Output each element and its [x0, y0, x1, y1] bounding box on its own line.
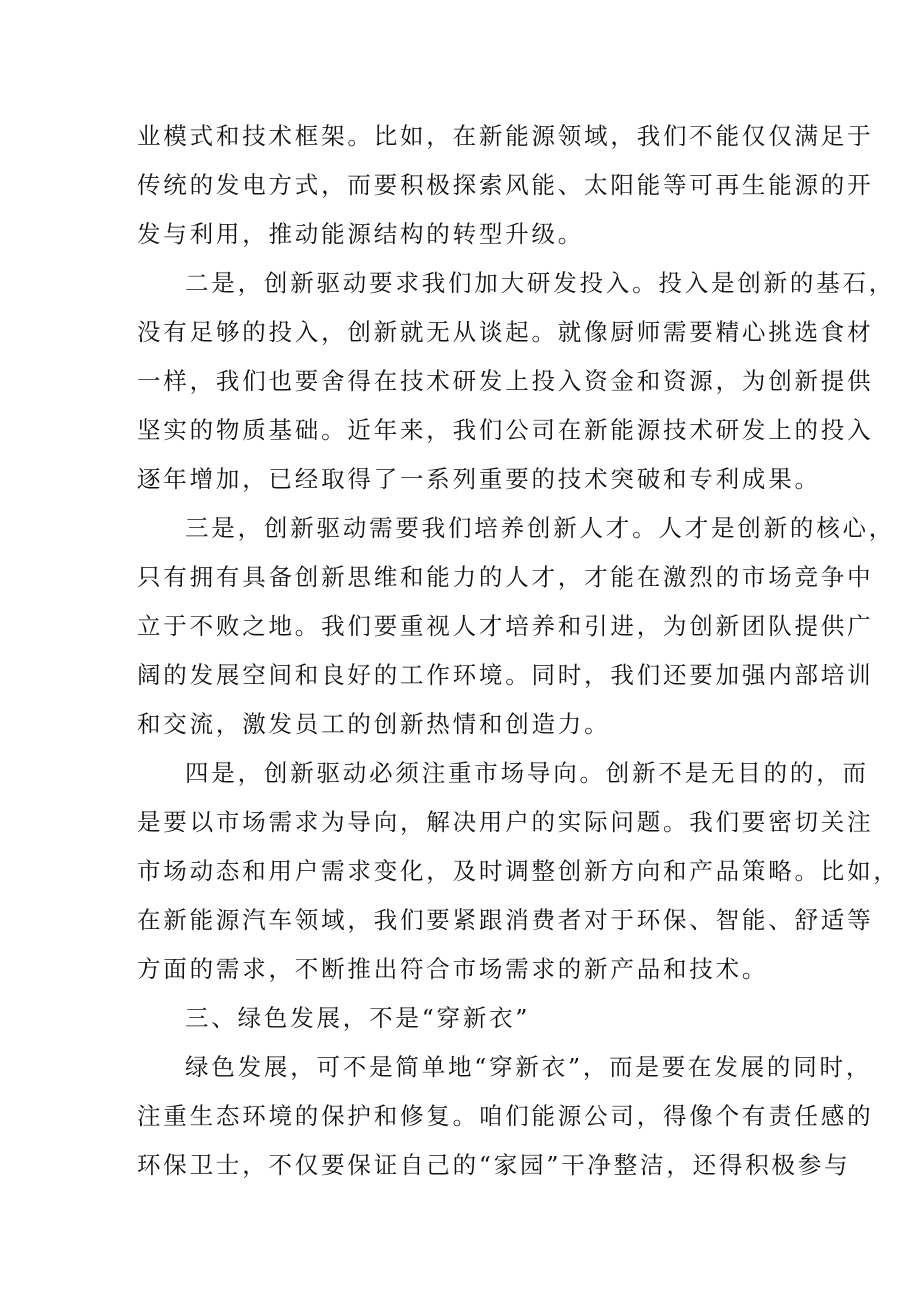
text-line: 方面的需求，不断推出符合市场需求的新产品和技术。 — [137, 955, 769, 983]
paragraph-first-line: 绿色发展，可不是简单地“穿新衣”，而是要在发展的同时， — [185, 1053, 873, 1081]
text-line: 发与利用，推动能源结构的转型升级。 — [137, 220, 585, 248]
text-line: 立于不败之地。我们要重视人才培养和引进，为创新团队提供广 — [137, 612, 874, 640]
text-line: 和交流，激发员工的创新热情和创造力。 — [137, 710, 611, 738]
text-line: 逐年增加，已经取得了一系列重要的技术突破和专利成果。 — [137, 465, 821, 493]
text-line: 是要以市场需求为导向，解决用户的实际问题。我们要密切关注 — [137, 808, 874, 836]
text-line: 坚实的物质基础。近年来，我们公司在新能源技术研发上的投入 — [137, 416, 874, 444]
text-line: 注重生态环境的保护和修复。咱们能源公司，得像个有责任感的 — [137, 1102, 874, 1130]
paragraph-first-line: 四是，创新驱动必须注重市场导向。创新不是无目的的，而 — [185, 759, 869, 787]
text-line: 业模式和技术框架。比如，在新能源领域，我们不能仅仅满足于 — [137, 122, 874, 150]
text-line: 阔的发展空间和良好的工作环境。同时，我们还要加强内部培训 — [137, 661, 874, 689]
text-line: 市场动态和用户需求变化，及时调整创新方向和产品策略。比如， — [137, 857, 900, 885]
text-line: 没有足够的投入，创新就无从谈起。就像厨师需要精心挑选食材 — [137, 318, 874, 346]
text-line: 传统的发电方式，而要积极探索风能、太阳能等可再生能源的开 — [137, 171, 874, 199]
text-line: 只有拥有具备创新思维和能力的人才，才能在激烈的市场竞争中 — [137, 563, 874, 591]
paragraph-first-line: 二是，创新驱动要求我们加大研发投入。投入是创新的基石， — [185, 269, 896, 297]
text-line: 环保卫士，不仅要保证自己的“家园”干净整洁，还得积极参与 — [137, 1151, 851, 1179]
section-heading: 三、绿色发展，不是“穿新衣” — [185, 1004, 531, 1032]
text-line: 在新能源汽车领域，我们要紧跟消费者对于环保、智能、舒适等 — [137, 906, 874, 934]
paragraph-first-line: 三是，创新驱动需要我们培养创新人才。人才是创新的核心， — [185, 514, 896, 542]
text-line: 一样，我们也要舍得在技术研发上投入资金和资源，为创新提供 — [137, 367, 874, 395]
